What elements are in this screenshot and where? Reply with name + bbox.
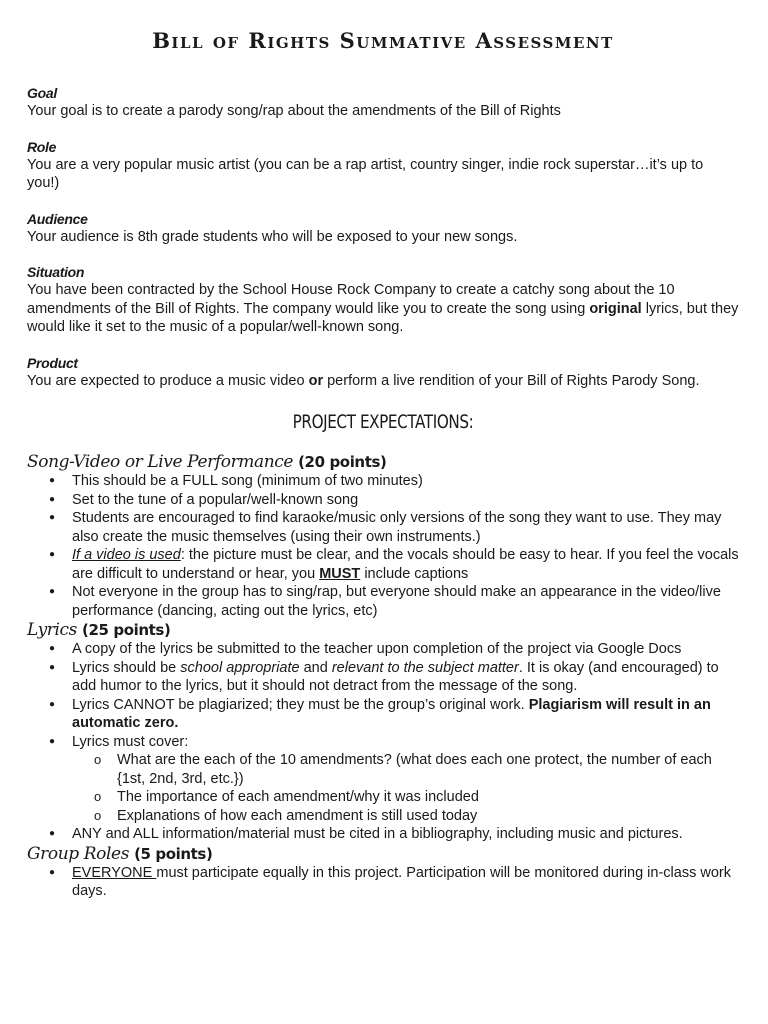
sub-list-item: o What are the each of the 10 amendments? (what does each one protect, the number of each {1st, 2nd, 3rd, etc.}) [117,751,739,788]
product-text-part: perform a live rendition of your Bill of Rights Parody Song. [323,372,700,389]
list-item-text: Lyrics must cover: [72,733,189,750]
sub-list-item: o The importance of each amendment/why it was included [117,788,739,807]
list-item-text: Lyrics should be [72,659,181,676]
goal-section [27,84,739,121]
group-heading-text: Group Roles [27,843,130,864]
sub-list-item: o Explanations of how each amendment is still used today [117,807,739,826]
document-title: Bill of Rights Summative Assessment [152,28,614,53]
list-item [72,546,739,583]
group-points: (5 points) [134,844,213,863]
audience-section [27,210,739,247]
list-item: ● Students are encouraged to find karaoke/music only versions of the song they want to use. They may also create the music themselves (using their own instruments.) [72,509,739,546]
plagiarism-warning: Plagiarism will result in an automatic zero. [72,696,711,731]
list-item: ● Set to the tune of a popular/well-known song [72,491,739,510]
role-text: You are a very popular music artist (you can be a rap artist, country singer, indie rock superstar…it’s up to you!) [27,156,704,191]
list-item [72,659,739,696]
product-text-part: You are expected to produce a music video [27,372,309,389]
document-page [27,28,739,901]
lyrics-bullet-list [27,640,739,844]
situation-text-part: lyrics, but they would like it set to the music of a popular/well-known song. [27,300,739,335]
situation-text-part: You have been contracted by the School House Rock Company to create a catchy song about the 10 amendments of the Bill of Rights. The company would like you to create the song using [27,282,675,317]
list-item [72,864,739,901]
lyrics-heading-text: Lyrics [27,620,78,640]
italic-phrase: relevant to the subject matter [331,659,519,676]
product-section [27,354,739,391]
product-label: Product [27,354,78,371]
song-bullet-list [27,472,739,620]
situation-bold: original [589,300,642,317]
must-emphasis: MUST [319,565,361,582]
everyone-emphasis: EVERYONE [72,864,157,881]
audience-label: Audience [27,210,88,227]
product-text [27,372,739,391]
italic-phrase: school appropriate [180,659,300,676]
list-item [72,733,739,826]
list-item-text: Lyrics CANNOT be plagiarized; they must be the group’s original work. [72,696,529,713]
song-heading [27,452,739,472]
audience-text: Your audience is 8th grade students who will be exposed to your new songs. [27,228,518,245]
list-item [72,696,739,733]
list-item-text: include captions [360,565,469,582]
list-item-text: . It is okay (and encouraged) to add humor to the lyrics, but it should not detract from the message of the song. [72,659,719,694]
goal-label: Goal [27,85,57,101]
list-item: ● A copy of the lyrics be submitted to the teacher upon completion of the project via Google Docs [72,640,739,659]
group-bullet-list [27,864,739,901]
lyrics-heading [27,620,739,640]
list-item: ● ANY and ALL information/material must be cited in a bibliography, including music and pictures. [72,825,739,844]
role-section [27,138,739,193]
situation-section [27,263,739,337]
list-item: ● This should be a FULL song (minimum of two minutes) [72,472,739,491]
situation-text [27,281,739,337]
lyrics-sub-list [72,751,739,825]
situation-label: Situation [27,264,85,280]
lyrics-points: (25 points) [82,621,171,639]
expectations-heading: PROJECT EXPECTATIONS: [292,411,474,433]
product-bold: or [308,372,324,389]
group-heading [27,844,739,864]
list-item-text: and [299,659,332,676]
goal-text: Your goal is to create a parody song/rap about the amendments of the Bill of Rights [27,103,561,119]
list-item: ● Not everyone in the group has to sing/rap, but everyone should make an appearance in the video/live performance (dancing, acting out the lyrics, etc) [72,583,739,620]
song-points: (20 points) [298,453,387,471]
song-heading-text: Song-Video or Live Performance [27,452,294,472]
video-condition: If a video is used [72,547,181,563]
list-item-text: must participate equally in this project. Participation will be monitored during in-class work days. [72,864,731,899]
list-item-text: : the picture must be clear, and the vocals should be easy to hear. If you feel the vocals are difficult to understand or hear, you [72,547,739,582]
role-label: Role [27,138,57,155]
